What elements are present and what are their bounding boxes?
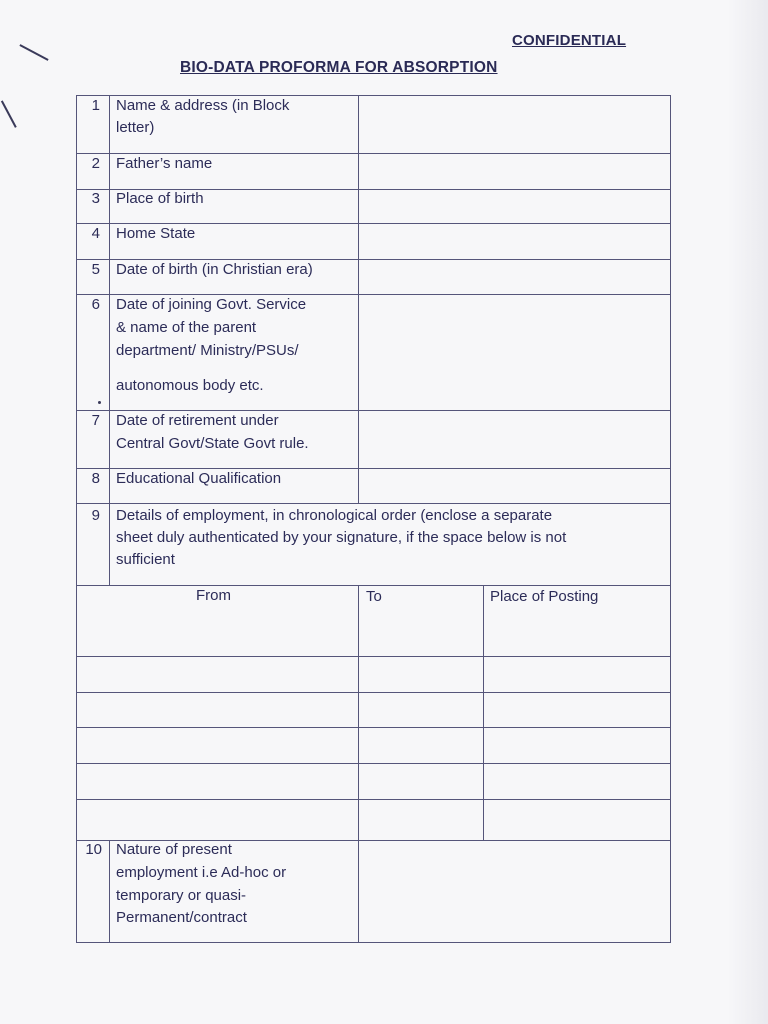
field-label-date-of-birth: Date of birth (in Christian era) xyxy=(116,261,313,278)
field-label-date-of-retirement: Central Govt/State Govt rule. xyxy=(116,435,309,452)
form-title: BIO-DATA PROFORMA FOR ABSORPTION xyxy=(180,59,498,76)
field-label-nature-of-employment: Permanent/contract xyxy=(116,909,247,926)
scan-dot xyxy=(98,401,101,404)
column-header-from: From xyxy=(196,587,231,604)
row-number: 5 xyxy=(91,261,100,278)
value-column-line xyxy=(358,95,359,504)
number-column-line xyxy=(109,95,110,586)
row-number: 2 xyxy=(91,155,100,172)
row-line xyxy=(76,503,671,504)
field-label-nature-of-employment: temporary or quasi- xyxy=(116,887,247,904)
row-number: 7 xyxy=(91,412,100,429)
field-label-date-of-joining: autonomous body etc. xyxy=(116,377,264,394)
row-line xyxy=(76,656,671,657)
row-line xyxy=(76,799,671,800)
field-label-date-of-joining: department/ Ministry/PSUs/ xyxy=(116,342,299,359)
row-line xyxy=(76,692,671,693)
place-column-line xyxy=(483,585,484,841)
field-label-employment-details: sheet duly authenticated by your signature, if the space below is not xyxy=(116,529,567,546)
row-number: 10 xyxy=(85,841,102,858)
field-label-employment-details: sufficient xyxy=(116,551,175,568)
row-line xyxy=(76,942,671,943)
row-number: 9 xyxy=(91,507,100,524)
field-label-name-address: Name & address (in Block xyxy=(116,97,290,114)
row-line xyxy=(76,763,671,764)
field-label-nature-of-employment: Nature of present xyxy=(116,841,232,858)
field-label-home-state: Home State xyxy=(116,225,196,242)
table-border-left xyxy=(76,95,77,943)
field-label-employment-details: Details of employment, in chronological order (enclose a separate xyxy=(116,507,553,524)
row-number: 3 xyxy=(91,190,100,207)
column-header-place-of-posting: Place of Posting xyxy=(490,588,599,605)
row-number: 8 xyxy=(91,470,100,487)
field-label-date-of-joining: & name of the parent xyxy=(116,319,257,336)
column-header-to: To xyxy=(366,588,382,605)
row-number: 6 xyxy=(91,296,100,313)
field-label-educational-qualification: Educational Qualification xyxy=(116,470,282,487)
value-column-line xyxy=(358,585,359,943)
row-line xyxy=(76,727,671,728)
field-label-place-of-birth: Place of birth xyxy=(116,190,204,207)
row-number: 1 xyxy=(91,97,100,114)
field-label-date-of-retirement: Date of retirement under xyxy=(116,412,279,429)
confidential-label: CONFIDENTIAL xyxy=(512,32,627,49)
field-label-date-of-joining: Date of joining Govt. Service xyxy=(116,296,307,313)
scan-edge-shadow xyxy=(728,0,768,1024)
field-label-nature-of-employment: employment i.e Ad-hoc or xyxy=(116,864,287,881)
number-column-line xyxy=(109,840,110,943)
row-number: 4 xyxy=(91,225,100,242)
field-label-name-address: letter) xyxy=(116,119,155,136)
table-border-right xyxy=(670,95,671,943)
field-label-fathers-name: Father’s name xyxy=(116,155,213,172)
